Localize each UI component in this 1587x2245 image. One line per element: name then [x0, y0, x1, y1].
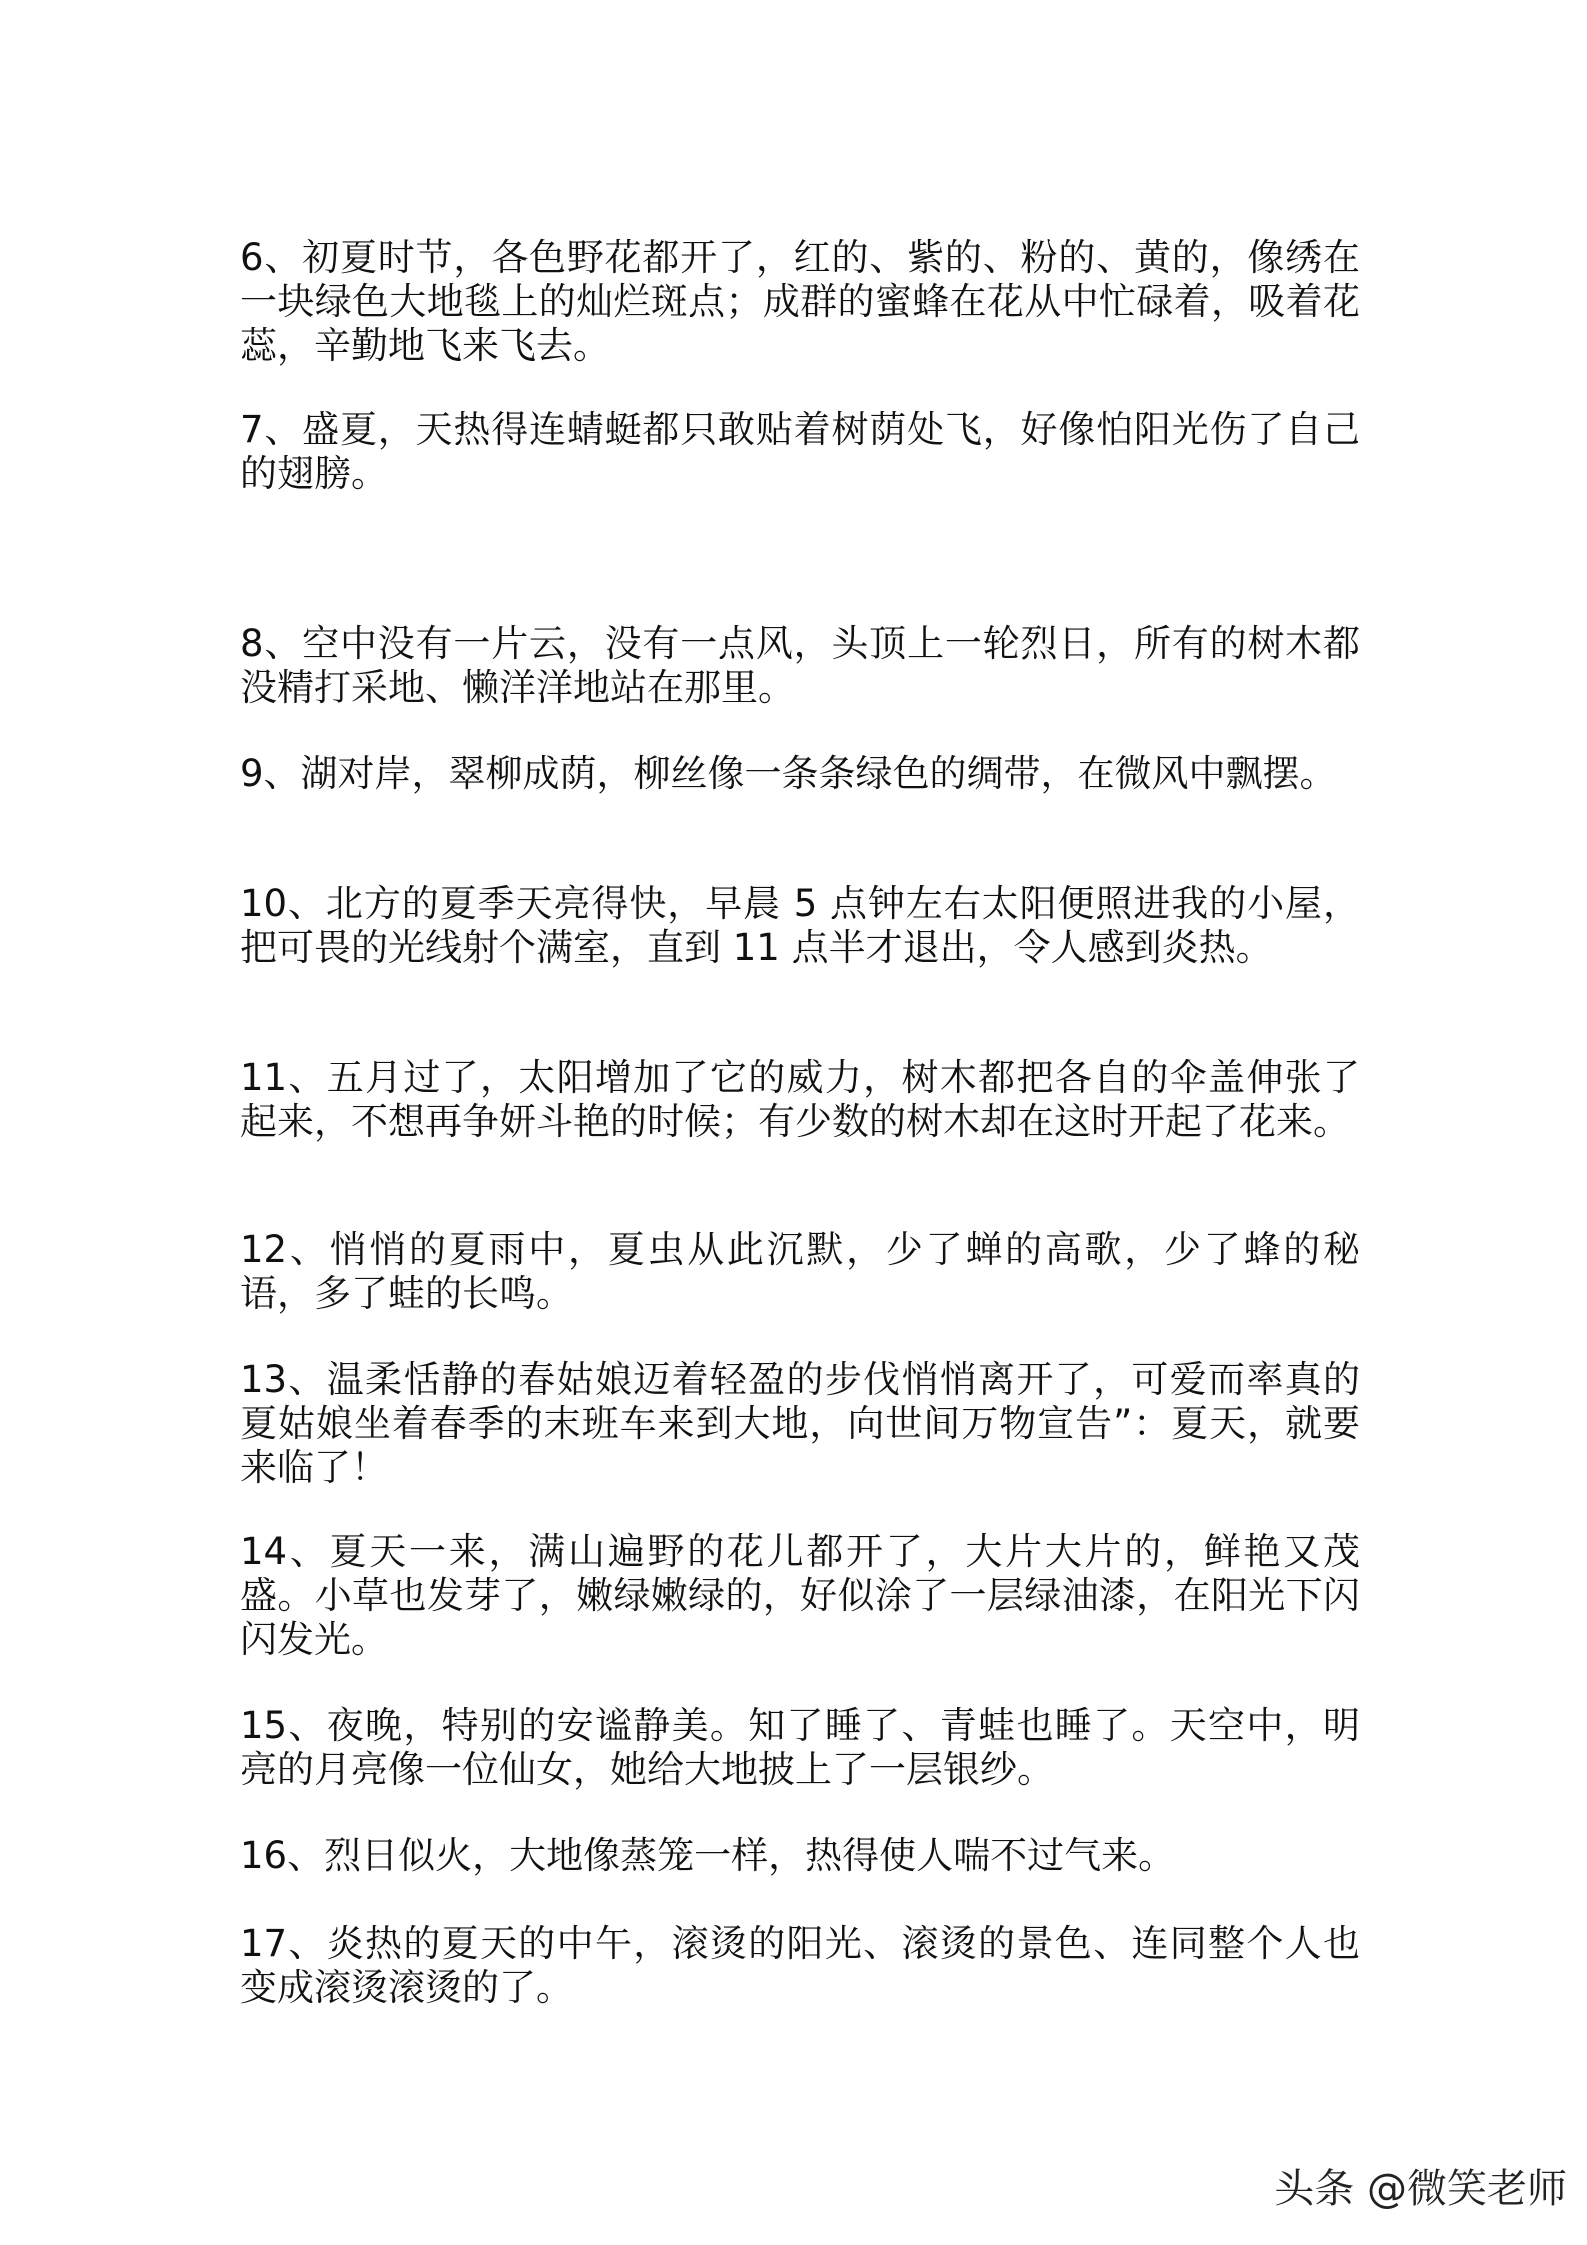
paragraph-16: 16、烈日似火，大地像蒸笼一样，热得使人喘不过气来。: [240, 1834, 1176, 1877]
paragraph-14: 14、夏天一来，满山遍野的花儿都开了，大片大片的，鲜艳又茂盛。小草也发芽了，嫩绿嫩绿的，好似涂了一层绿油漆，在阳光下闪闪发光。: [240, 1530, 1360, 1661]
paragraph-12: 12、悄悄的夏雨中，夏虫从此沉默，少了蝉的高歌，少了蜂的秘语，多了蛙的长鸣。: [240, 1228, 1360, 1315]
paragraph-17: 17、炎热的夏天的中午，滚烫的阳光、滚烫的景色、连同整个人也变成滚烫滚烫的了。: [240, 1922, 1360, 2009]
paragraph-6: 6、初夏时节，各色野花都开了，红的、紫的、粉的、黄的，像绣在一块绿色大地毯上的灿烂斑点；成群的蜜蜂在花从中忙碌着，吸着花蕊，辛勤地飞来飞去。: [240, 236, 1360, 367]
paragraph-7: 7、盛夏，天热得连蜻蜓都只敢贴着树荫处飞，好像怕阳光伤了自己的翅膀。: [240, 408, 1360, 495]
paragraph-8: 8、空中没有一片云，没有一点风，头顶上一轮烈日，所有的树木都没精打采地、懒洋洋地站在那里。: [240, 622, 1360, 709]
paragraph-13: 13、温柔恬静的春姑娘迈着轻盈的步伐悄悄离开了，可爱而率真的夏姑娘坐着春季的末班车来到大地，向世间万物宣告”：夏天，就要来临了！: [240, 1358, 1360, 1489]
watermark-label: 头条 @微笑老师: [1274, 2166, 1567, 2212]
paragraph-11: 11、五月过了，太阳增加了它的威力，树木都把各自的伞盖伸张了起来，不想再争妍斗艳的时候；有少数的树木却在这时开起了花来。: [240, 1056, 1360, 1143]
paragraph-9: 9、湖对岸，翠柳成荫，柳丝像一条条绿色的绸带，在微风中飘摆。: [240, 752, 1337, 795]
paragraph-15: 15、夜晚，特别的安谧静美。知了睡了、青蛙也睡了。天空中，明亮的月亮像一位仙女，她给大地披上了一层银纱。: [240, 1704, 1360, 1791]
paragraph-10: 10、北方的夏季天亮得快，早晨 5 点钟左右太阳便照进我的小屋，把可畏的光线射个满室，直到 11 点半才退出，令人感到炎热。: [240, 882, 1360, 969]
